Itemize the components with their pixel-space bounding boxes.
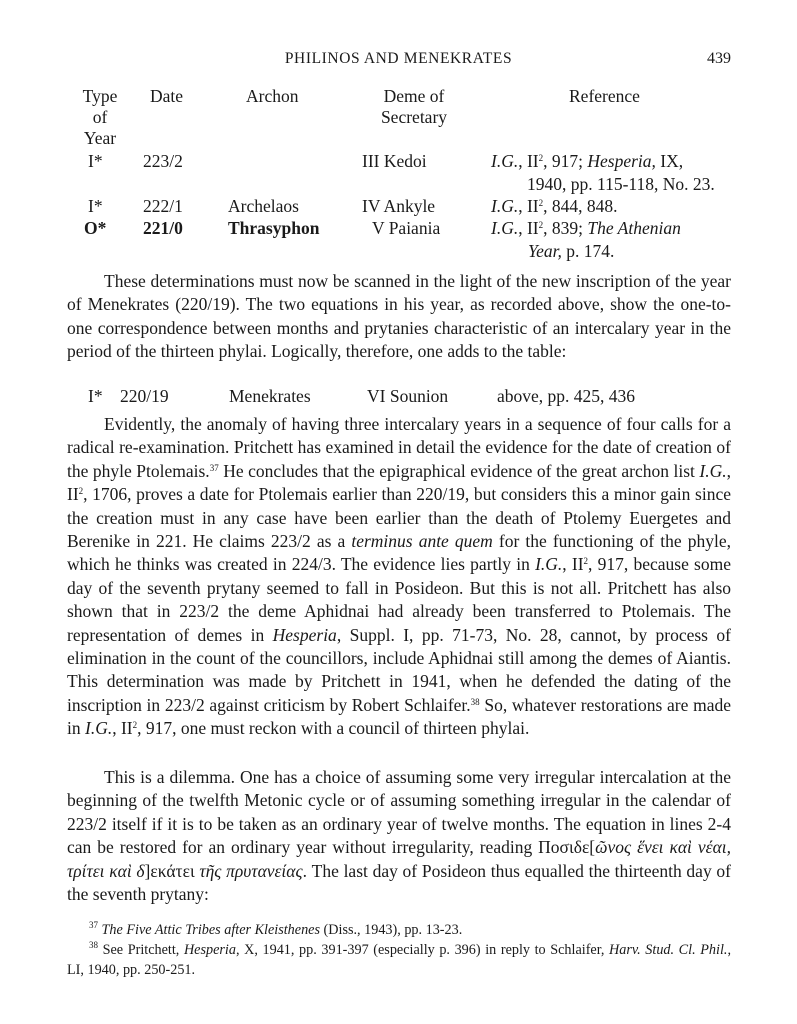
paragraph-1: These determinations must now be scanned in the light of the new inscription of the year of Menekrates (220/19). The two equations in his year, as recorded above, show the one-to-one correspondence between months and prytanies characteristic of an intercalary year in the period of the thirteen phylai. Logically, therefore, one adds to the table: bbox=[67, 271, 731, 362]
added-row-date: 220/19 bbox=[120, 386, 169, 406]
row3-date: 221/0 bbox=[143, 218, 183, 238]
footnote-38: $^{38}$ See Pritchett, Hesperia, X, 1941, pp. 391-397 (especially p. 396) in reply to Schlaifer, Harv. Stud. Cl. Phil., LI, 1940, pp. 250-251. bbox=[67, 940, 731, 978]
col-header-archon: Archon bbox=[246, 86, 299, 106]
row2-date: 222/1 bbox=[143, 196, 183, 216]
col-header-reference: Reference bbox=[569, 86, 640, 106]
added-row-type: I* bbox=[88, 386, 103, 406]
added-row-reference: above, pp. 425, 436 bbox=[497, 386, 636, 406]
row2-deme: IV Ankyle bbox=[362, 196, 436, 216]
row2-reference: I.G., $II^2$, 844, 848. bbox=[491, 196, 618, 216]
col-header-date: Date bbox=[150, 86, 184, 106]
footnote-ref-38: 38 bbox=[470, 696, 480, 707]
row1-reference-cont: 1940, pp. 115-118, No. 23. bbox=[527, 174, 715, 194]
added-row-deme: VI Sounion bbox=[367, 386, 449, 406]
row3-reference: I.G., $II^2$, 839; The Athenian bbox=[491, 218, 681, 238]
row3-archon: Thrasyphon bbox=[228, 218, 320, 238]
row1-reference: I.G., $II^2$, 917; Hesperia, IX, bbox=[491, 151, 684, 171]
paragraph-2: Evidently, the anomaly of having three intercalary years in a sequence of four calls for a radical re-examination. Pritchett has examined in detail the evidence for the date of creation of the phyle Ptolemais.$^{37}$ He concludes that the epigraphical evidence of the great archon list I.G., $II^2$, 1706, proves a date for Ptolemais earlier than 220/19, but considers this a minor gain since the creation must in any case have been earlier than the death of Ptolemy Euergetes and Berenike in 221. He claims 223/2 as a terminus ante quem for the functioning of the phyle, which he thinks was created in 224/3. The evidence lies partly in I.G., $II^2$, 917, because some day of the seventh prytany seemed to fall in Posideon. But this is not all. Pritchett has also shown that in 223/2 the deme Aphidnai had already been transferred to Ptolemais. The representation of demes in Hesperia, Suppl. I, pp. 71-73, No. 28, cannot, by process of elimination in the count of the councillors, include Aphidnai still among the demes of Aiantis. This determination was made by Pritchett in 1941, when he defended the dating of the inscription in 223/2 against criticism by Robert Schlaifer.$^{38}$ So, whatever restorations are made in I.G., $II^2$, 917, one must reckon with a council of thirteen phylai. bbox=[67, 414, 732, 739]
row3-reference-cont: Year, p. 174. bbox=[528, 241, 615, 261]
col-header-type: Type of Year bbox=[82, 86, 118, 148]
row3-deme: V Paiania bbox=[372, 218, 441, 238]
col-header-deme: Deme of Secretary bbox=[380, 86, 448, 127]
row2-archon: Archelaos bbox=[228, 196, 299, 216]
row1-date: 223/2 bbox=[143, 151, 183, 171]
added-row-archon: Menekrates bbox=[229, 386, 311, 406]
running-header: PHILINOS AND MENEKRATES bbox=[284, 50, 513, 67]
page-number: 439 bbox=[707, 50, 731, 67]
paragraph-3: This is a dilemma. One has a choice of assuming some very irregular intercalation at the beginning of the twelfth Metonic cycle or of assuming something irregular in the calendar of 223/2 itself if it is to be taken as an ordinary year of twelve months. The equation in lines 2-4 can be restored for an ordinary year without irregularity, reading Ποσιδε[ῶνος ἕνει καὶ νέαι, τρίτει καὶ δ]εκάτει τῆς πρυτανείας. The last day of Posideon thus equalled the thirteenth day of the seventh prytany: bbox=[67, 767, 731, 905]
row2-type: I* bbox=[88, 196, 103, 216]
row3-type: O* bbox=[84, 218, 107, 238]
row1-deme: III Kedoi bbox=[362, 151, 427, 171]
footnote-37: $^{37}$ The Five Attic Tribes after Kleisthenes (Diss., 1943), pp. 13-23. bbox=[89, 920, 463, 938]
row1-type: I* bbox=[88, 151, 103, 171]
footnote-ref-37: 37 bbox=[209, 462, 219, 473]
